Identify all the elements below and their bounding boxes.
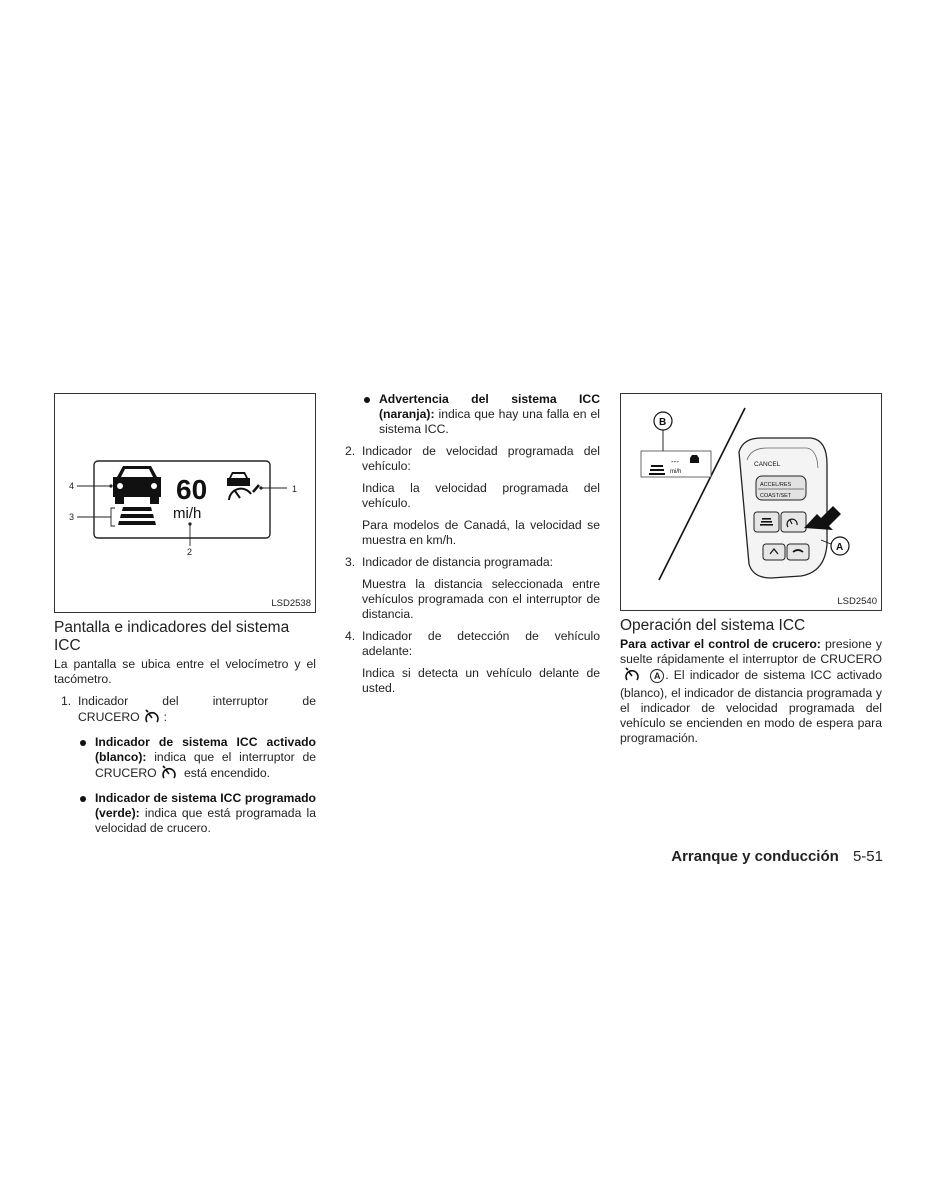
list-number: 1.	[61, 694, 72, 708]
bullet-icc-programmed	[78, 791, 316, 836]
list-number: 4.	[345, 629, 356, 643]
list-text: Indicador de distancia programada:	[362, 555, 554, 569]
button-cancel: CANCEL	[754, 461, 781, 468]
intro-paragraph: La pantalla se ubica entre el velocímetro y el tacómetro.	[54, 657, 316, 686]
item2-paragraph-1: Indica la velocidad programada del vehículo.	[362, 481, 600, 510]
right-column	[620, 393, 882, 746]
footer-section: Arranque y conducción	[671, 848, 839, 865]
figure-code: LSD2540	[837, 596, 877, 607]
left-column	[54, 393, 316, 836]
label-a: A	[836, 542, 844, 553]
item3-paragraph: Muestra la distancia seleccionada entre vehículos programada con el interruptor de distancia.	[362, 577, 600, 621]
bullet-icc-warning	[362, 392, 600, 437]
icc-display-illustration	[55, 394, 315, 612]
paragraph-text: presione y suelte rápidamente el interruptor de CRUCERO	[620, 637, 882, 666]
list-text: Indicador de detección de vehículo adelante:	[362, 629, 600, 658]
callout-a-reference: A	[650, 669, 664, 683]
label-b: B	[659, 417, 667, 428]
bullet-bold: Advertencia del sistema ICC (naranja):	[379, 392, 600, 421]
bullet-dot	[80, 740, 86, 746]
bullet-dot	[364, 397, 370, 403]
bullet-bold: Indicador de sistema ICC activado (blanco):	[95, 735, 316, 764]
callout-2: 2	[187, 547, 193, 557]
list-text: :	[163, 710, 168, 724]
cruise-control-icon	[227, 472, 259, 500]
callout-4: 4	[69, 481, 75, 491]
item4-paragraph: Indica si detecta un vehículo delante de usted.	[362, 666, 600, 695]
page-number: 5-51	[852, 848, 883, 865]
section-heading: Pantalla e indicadores del sistema ICC	[54, 619, 290, 654]
bullet-bold: Indicador de sistema ICC programado (verde):	[95, 791, 316, 820]
icc-operation-figure	[620, 393, 882, 611]
bullet-icc-activated	[78, 735, 316, 784]
bullet-text: está encendido.	[184, 766, 271, 780]
page-footer	[671, 848, 883, 866]
bullet-text: indica que hay una falla en el sistema ICC.	[379, 407, 600, 436]
speed-value: 60	[176, 474, 208, 505]
item2-paragraph-2: Para modelos de Canadá, la velocidad se muestra en km/h.	[362, 518, 600, 547]
screen-dashes: ---	[671, 457, 679, 466]
cruise-switch-icon	[624, 667, 640, 686]
callout-3: 3	[69, 512, 75, 522]
cruise-switch-icon	[144, 709, 160, 728]
list-text: Indicador de velocidad programada del vehículo:	[362, 444, 600, 473]
paragraph-text: . El indicador de sistema ICC activado (blanco), el indicador de distancia programada y el indicador de velocidad programada del vehículo se encienden en modo de espera para programación.	[620, 668, 882, 745]
icc-display-figure	[54, 393, 316, 613]
steering-switch-illustration	[621, 394, 881, 610]
list-item-4	[345, 629, 600, 659]
screen-car-icon	[690, 455, 699, 463]
figure-code: LSD2538	[271, 598, 311, 609]
speed-unit: mi/h	[173, 505, 202, 522]
operation-paragraph	[620, 637, 882, 746]
list-number: 3.	[345, 555, 356, 569]
bullet-text: indica que el interruptor de CRUCERO	[95, 750, 317, 780]
button-coast: COAST/SET	[760, 493, 792, 499]
bullet-text: indica que está programada la velocidad de crucero.	[95, 806, 317, 835]
button-accel: ACCEL/RES	[760, 482, 792, 488]
list-item-2	[345, 444, 600, 474]
callout-1: 1	[292, 484, 298, 494]
list-item-1	[61, 694, 316, 728]
section-heading: Operación del sistema ICC	[620, 617, 806, 634]
screen-unit: mi/h	[670, 469, 682, 475]
middle-column	[345, 392, 600, 696]
list-text: Indicador del interruptor de	[78, 694, 316, 708]
list-number: 2.	[345, 444, 356, 458]
list-text: CRUCERO	[78, 710, 140, 724]
car-front-icon	[113, 466, 161, 504]
list-item-3	[345, 555, 600, 570]
cruise-switch-icon	[161, 765, 177, 784]
screen-distance-icon	[649, 465, 665, 475]
distance-bars-icon	[118, 507, 156, 525]
bullet-dot	[80, 796, 86, 802]
paragraph-bold: Para activar el control de crucero:	[620, 637, 821, 651]
